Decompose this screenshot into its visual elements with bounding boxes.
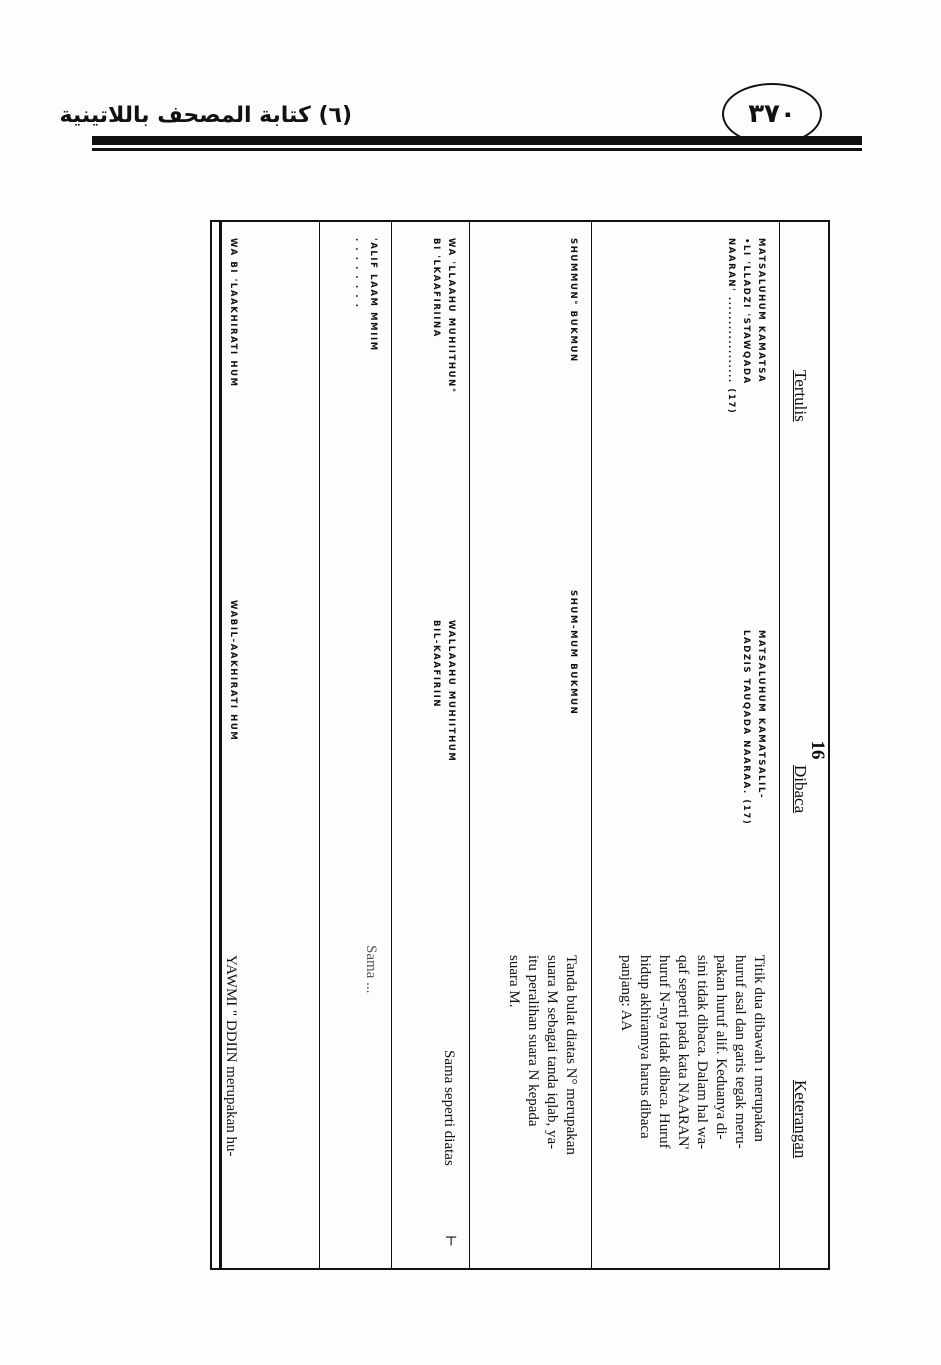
row5-dibaca: WABIL-AAKHIRATI HUM bbox=[228, 600, 238, 742]
row3-keterangan: Sama seperti diatas bbox=[441, 1050, 457, 1166]
row1-tertulis: MATSALUHUM KAMATSA •LI 'LLADZI 'STAWQADA NAARAN' .................. (17) bbox=[726, 238, 766, 415]
row3-mark: ⊢ bbox=[442, 1235, 457, 1248]
row3-dibaca: WALLAAHU MUHIITHUM BIL-KAAFIRIIN bbox=[431, 620, 456, 763]
row4-keterangan: Sama ... bbox=[363, 945, 379, 994]
book-title-arabic: (٦) كتابة المصحف باللاتينية bbox=[59, 103, 352, 128]
rotated-page-body bbox=[210, 220, 830, 1270]
row-divider bbox=[391, 220, 392, 1270]
column-header-dibaca: Dibaca bbox=[791, 765, 810, 814]
header-rule-thin bbox=[92, 148, 862, 151]
row1-keterangan: Titik dua dibawah ı merupakan huruf asal dan garis tegak meru- pakan huruf alif. Keduanya di- sini tidak dibaca. Dalam hal wa- qaf seperti pada kata NAARAN' huruf N-nya tidak dibaca. Huruf hidup akhirannya harus dibaca panjang: AA bbox=[618, 955, 767, 1150]
table-edge-right bbox=[210, 1268, 830, 1269]
row3-tertulis: WA 'LLAAHU MUHIITHUN° BI 'LKAAFIRIINA bbox=[431, 238, 456, 394]
header-row-divider bbox=[779, 220, 780, 1270]
row-divider bbox=[319, 220, 320, 1270]
column-header-keterangan: Keterangan bbox=[791, 1080, 810, 1159]
row-divider bbox=[591, 220, 592, 1270]
row5-tertulis: WA BI 'LAAKHIRATI HUM bbox=[228, 238, 238, 388]
row2-keterangan: Tanda bulat diatas N° merupakan suara M sebagai tanda iqlab, ya- itu peralihan suara N kepada suara M. bbox=[506, 955, 579, 1155]
row5-keterangan: YAWMI " DDIIN merupakan hu- bbox=[223, 955, 239, 1157]
table-edge-left bbox=[210, 220, 830, 221]
row-divider bbox=[469, 220, 470, 1270]
header-rule bbox=[92, 136, 862, 145]
row2-dibaca: SHUM-MUM BUKMUN bbox=[568, 590, 578, 716]
page-number: 16 bbox=[807, 740, 828, 760]
row1-dibaca: MATSALUHUM KAMATSALIL- LADZIS TAUQADA NAARAA. (17) bbox=[741, 630, 766, 826]
row2-tertulis: SHUMMUN° BUKMUN bbox=[568, 238, 578, 363]
column-header-tertulis: Tertulis bbox=[791, 370, 810, 422]
page-number-arabic: ٣٧٠ bbox=[722, 83, 822, 145]
row4-tertulis: 'ALIF LAAM MMIIM . . . . . . . . bbox=[353, 238, 378, 352]
